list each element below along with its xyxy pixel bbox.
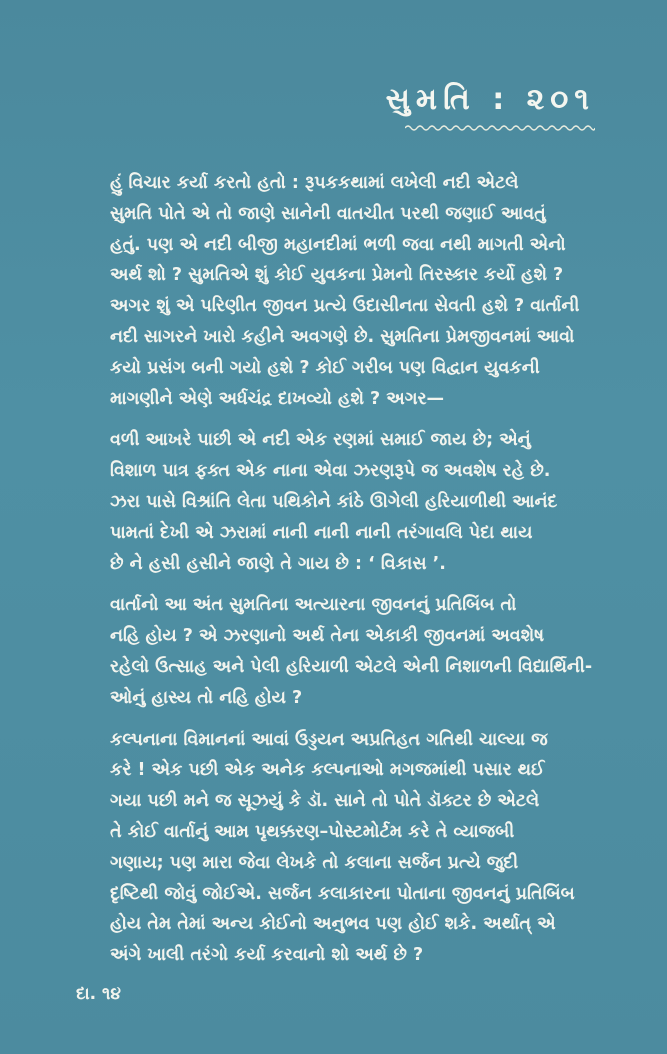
text-line: નહિ હોય ? એ ઝરણાનો અર્થ તેના એકાકી જીવનમાં અવશેષ	[110, 626, 544, 647]
text-line: રહેલો ઉત્સાહ અને પેલી હરિયાળી એટલે એની નિશાળની વિદ્યાર્થિની-	[110, 656, 593, 677]
text-line: ઓનું હાસ્ય તો નહિ હોય ?	[110, 687, 303, 708]
text-line: સુમતિ પોતે એ તો જાણે સાને‌ની વાતચીત પરથી જણાઈ આવતું	[110, 203, 546, 224]
text-line: માગણીને એણે અર્ધચંદ્ર દાખવ્યો હશે ? અગર—	[110, 388, 445, 409]
text-line: હોય તેમ તેમાં અન્ય કોઈનો અનુભવ પણ હોઈ શકે. અર્થાત્ એ	[110, 914, 556, 935]
wavy-underline-ornament	[405, 124, 595, 132]
running-header	[386, 82, 595, 136]
paragraph	[76, 168, 598, 414]
text-line: અગર શું એ પરિણીત જીવન પ્રત્યે ઉદાસીનતા સેવતી હશે ? વાર્તાની	[110, 296, 580, 317]
text-line: ગણાય; પણ મારા જેવા લેખકે તો કલાના સર્જન પ્રત્યે જુદી	[110, 852, 519, 873]
text-line: હું વિચાર કર્યા કરતો હતો : રૂપકકથામાં લખેલી નદી એટલે	[110, 173, 519, 193]
text-line: કલ્પનાના વિમાનનાં આવાં ઉડ્ડયન અપ્રતિહત ગતિથી ચાલ્યા જ	[110, 729, 548, 750]
text-line: અંગે ખાલી તરંગો કર્યા કરવાનો શો અર્થ છે ?	[110, 945, 424, 966]
text-line: ઝરા પાસે વિશ્રાંતિ લેતા પથિકોને કાંઠે ઊગેલી હરિયાળીથી આનંદ	[110, 491, 558, 512]
text-line: હતું. પણ એ નદી બીજી મહાનદીમાં ભળી જવા નથી માગતી એનો	[110, 234, 566, 255]
text-line: પામતાં દેખી એ ઝરામાં નાની નાની નાની તરંગાવલિ પેદા થાય	[110, 522, 533, 543]
signature-mark: દા. ૧૪	[76, 984, 121, 1004]
text-line: કરે ! એક પછી એક અનેક કલ્પનાઓ મગજમાંથી પસાર થઈ	[110, 760, 545, 781]
text-line: ગયા પછી મને જ સૂઝયું કે ડૉ. સાને તો પોતે ડૉક્ટર છે એટલે	[110, 791, 540, 812]
text-line: વિશાળ પાત્ર ફક્ત એક નાના એવા ઝરણરૂપે જ અવશેષ રહે છે.	[110, 461, 551, 482]
text-line: વળી આખરે પાછી એ નદી એક રણમાં સમાઈ જાય છે; એનું	[110, 430, 531, 451]
text-line: કયો પ્રસંગ બની ગયો હશે ? કોઈ ગરીબ પણ વિદ્વાન યુવકની	[110, 357, 540, 378]
text-line: નદી સાગરને ખારો કહીને અવગણે છે. સુમતિના પ્રેમજીવનમાં આવો	[110, 326, 575, 347]
paragraph	[76, 425, 598, 579]
body-text	[76, 168, 598, 982]
text-line: છે ને હસી હસીને જાણે તે ગાય છે : ‘ વિકાસ ’.	[110, 553, 446, 574]
paragraph	[76, 590, 598, 713]
paragraph	[76, 725, 598, 971]
text-line: અર્થ શો ? સુમતિએ શું કોઈ યુવકના પ્રેમનો તિરસ્કાર કર્યો હશે ?	[110, 265, 564, 286]
text-line: તે કોઈ વાર્તાનું આમ પૃથક્કરણ–પોસ્ટમોર્ટમ કરે તે વ્યાજબી	[110, 821, 515, 842]
text-line: દૃષ્ટિથી જોવું જોઈએ. સર્જન કલાકારના પોતાના જીવનનું પ્રતિબિંબ	[110, 883, 575, 904]
page-title: સુમતિ : ૨૦૧	[385, 82, 595, 117]
text-line: વાર્તાનો આ અંત સુમતિના અત્યારના જીવનનું પ્રતિબિંબ તો	[110, 595, 517, 616]
